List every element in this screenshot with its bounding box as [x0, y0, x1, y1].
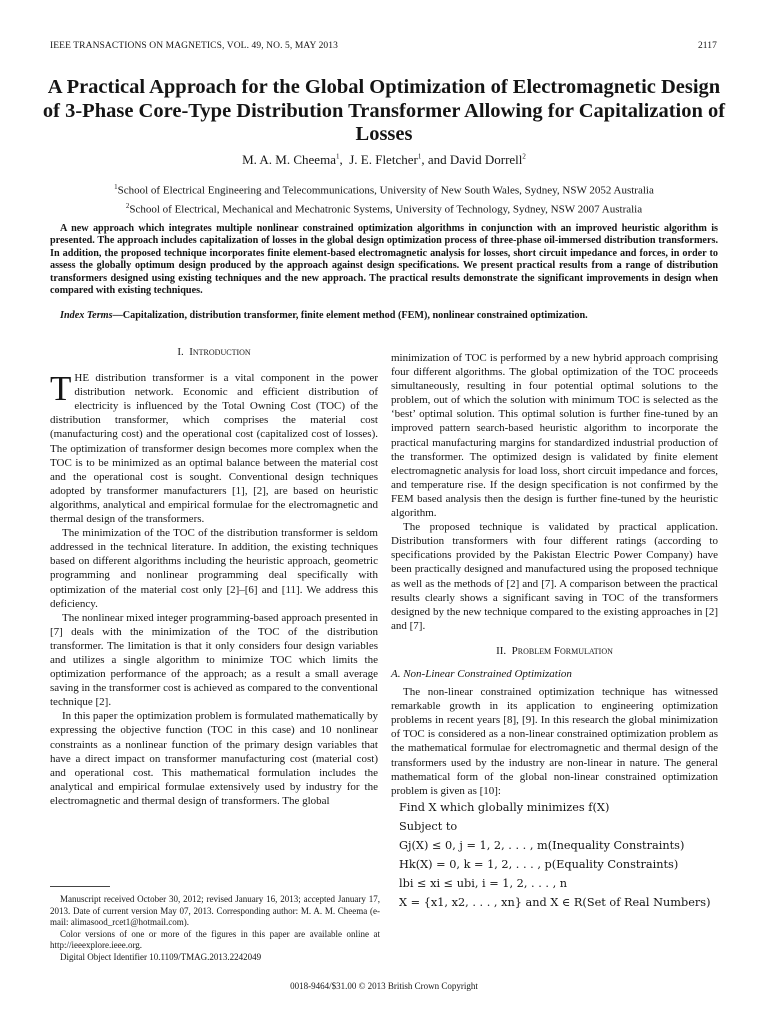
affiliations — [40, 180, 728, 218]
drop-cap: T — [50, 369, 72, 409]
author-1: M. A. M. Cheema — [242, 152, 336, 167]
footnote-divider — [50, 886, 110, 887]
footnotes — [50, 894, 380, 963]
affiliation-2-mark: 2 — [125, 202, 130, 211]
section-title: Problem Formulation — [511, 644, 613, 657]
equation-line-5: lbi ≤ xi ≤ ubi, i = 1, 2, . . . , n — [399, 876, 568, 890]
left-column — [50, 345, 378, 808]
copyright-line: 0018-9464/$31.00 © 2013 British Crown Copyright — [290, 981, 478, 991]
footnote-color-versions: Color versions of one or more of the figures in this paper are available online at http://ieeexplore.ieee.org. — [50, 928, 380, 950]
section-number: I. — [177, 346, 184, 358]
paper-title: A Practical Approach for the Global Optimization of Electromagnetic Design of 3-Phase Core-Type Distribution Transformer Allowing for Capitalization of Losses — [42, 76, 726, 145]
affiliation-1-text: School of Electrical Engineering and Telecommunications, University of New South Wales, Sydney, NSW 2052 Australia — [117, 184, 654, 197]
author-line: M. A. M. Cheema$^1$, J. E. Fletcher$^1$, and David Dorrell$^2$ — [242, 152, 526, 167]
equation-line-6: X = {x1, x2, . . . , xn} and X ∈ R(Set of Real Numbers) — [399, 895, 711, 909]
footnote-doi: Digital Object Identifier 10.1109/TMAG.2013.2242049 — [60, 951, 262, 962]
equation-line-1: Find X which globally minimizes f(X) — [399, 800, 610, 814]
page-number: 2117 — [697, 41, 717, 51]
section-heading-problem-formulation — [391, 644, 718, 658]
section-title: Introduction — [189, 346, 251, 358]
index-terms-label: Index Terms — [60, 310, 113, 321]
equation-line-3: Gj(X) ≤ 0, j = 1, 2, . . . , m(Inequality Constraints) — [399, 838, 685, 852]
intro-paragraph-3: The nonlinear mixed integer programming-based approach presented in [7] deals with the minimization of the TOC of the distribution transformer. The limitation is that it only considers four design variables and utilizes a single algorithm to minimize TOC which limits the optimization performance of the approach; as a result a small average saving in the transformer cost is achieved as compared to the conventional technique [2]. — [50, 611, 378, 709]
footnote-manuscript: Manuscript received October 30, 2012; revised January 16, 2013; accepted January 17, 2013. Date of current version May 07, 2013. Corresponding author: M. A. M. Cheema (e-mail: alimasood_rcet1@hotmail.com). — [50, 894, 380, 927]
index-terms-text: —Capitalization, distribution transformer, finite element method (FEM), nonlinear constrained optimization. — [112, 310, 588, 321]
affiliation-1-mark: 1 — [114, 183, 118, 191]
affiliation-2-text: School of Electrical, Mechanical and Mechatronic Systems, University of Technology, Sydney, NSW 2007 Australia — [129, 203, 643, 216]
intro-paragraph-6: The proposed technique is validated by practical application. Distribution transformers with four different ratings (according to specifications provided by the Pakistan Electric Power Company) have been practically designed and manufactured using the proposed technique as well as the methods of [2] and [7]. A comparison between the practical results clearly shows a significant saving in TOC of the transformers designed by the new technique compared to the existing approaches in [2] and [7]. — [391, 521, 718, 632]
equation-line-4: Hk(X) = 0, k = 1, 2, . . . , p(Equality Constraints) — [399, 857, 679, 871]
section-heading-introduction — [50, 345, 378, 359]
abstract: A new approach which integrates multiple nonlinear constrained optimization algorithms in conjunction with an improved heuristic algorithm is presented. The approach includes capitalization of losses in the global design optimization process of three-phase oil-immersed distribution transformers. In addition, the proposed technique incorporates finite element-based electromagnetic analysis for losses, short circuit impedance and forces, in order to assess the globally optimum design produced by the approach against design specifications. We present practical results from a range of distribution transformers designed using existing techniques and the new approach. The practical results demonstrate the significant improvements in design when compared with existing techniques. — [50, 223, 718, 297]
journal-citation: IEEE TRANSACTIONS ON MAGNETICS, VOL. 49, NO. 5, MAY 2013 — [50, 41, 338, 51]
affiliation-1 — [40, 180, 728, 199]
intro-paragraph-4: In this paper the optimization problem is formulated mathematically by expressing the objective function (TOC in this case) and 10 nonlinear constraints as a nonlinear function of the primary design variables that have a direct impact on transformer manufacturing cost (material cost) and operational cost. This mathematical formulation includes the analytical and empirical formulae extensively used by industry for the electromagnetic and thermal design of transformers. The global — [50, 710, 378, 807]
author-3: and David Dorrell — [427, 152, 523, 167]
section-number: II. — [496, 644, 507, 657]
section-paragraph-1: The non-linear constrained optimization technique has witnessed remarkable growth in its application to engineering optimization problems in recent years [8], [9]. In this research the global minimization of TOC is considered as a non-linear constrained optimization problem as the mathematical formulae for electromagnetic and thermal design of the transformers used by the industry are non-linear in nature. The general mathematical form of the global non-linear constrained optimization problem is given as [10]: — [391, 686, 718, 797]
right-column — [391, 351, 718, 912]
author-2-affil-mark: 1 — [417, 152, 422, 161]
author-1-affil-mark: 1 — [335, 152, 340, 161]
intro-paragraph-2: The minimization of the TOC of the distribution transformer is seldom addressed in the technical literature. In addition, the existing techniques based on different algorithms including the heuristic approach, geometric programming and nonlinear programming deal specifically with optimization of the material cost only [2]–[6] and [11]. We address this deficiency. — [50, 527, 378, 610]
running-header — [50, 41, 717, 51]
index-terms — [50, 310, 718, 321]
author-3-affil-mark: 2 — [522, 152, 526, 161]
intro-paragraph-5: minimization of TOC is performed by a new hybrid approach comprising four different algorithms. The global optimization of the TOC proceeds simultaneously, resulting in four potential optimal solutions to the problem, out of which the solution with minimum TOC is selected as the ‘best’ optimal solution. This optimal solution is further fine-tuned by an improved pattern search-based heuristic algorithm to incorporate the practical manufacturing margins for standardized industrial production of the transformer. The optimized design is validated by finite element electromagnetic analysis for load loss, short circuit impedance and forces, and temperature rise. If the design specification is not confirmed by the FEM based analysis then the design is further fine-tuned by the heuristic algorithm. — [391, 352, 718, 520]
author-2: J. E. Fletcher — [349, 152, 418, 167]
subsection-heading: A. Non-Linear Constrained Optimization — [391, 667, 572, 680]
affiliation-2 — [40, 199, 728, 218]
intro-paragraph-1 — [50, 371, 378, 526]
equation-line-2: Subject to — [399, 819, 458, 833]
intro-paragraph-1-text: HE distribution transformer is a vital component in the power distribution network. Economic and efficient distribution of electricity is influenced by the Total Owning Cost (TOC) of the distribution transformer, which comprises the material cost (manufacturing cost) and the operational cost (capitalized cost of losses). The optimization of transformer design becomes more complex when the TOC is to be minimized as an optimal balance between the material cost and the operational cost is sought. Conventional design techniques adopted by transformer manufacturers [1], [2], are based on heuristic algorithms, analytical and empirical formulae for the electromagnetic and thermal design of the transformers. — [50, 372, 378, 526]
equation-block — [399, 798, 718, 912]
